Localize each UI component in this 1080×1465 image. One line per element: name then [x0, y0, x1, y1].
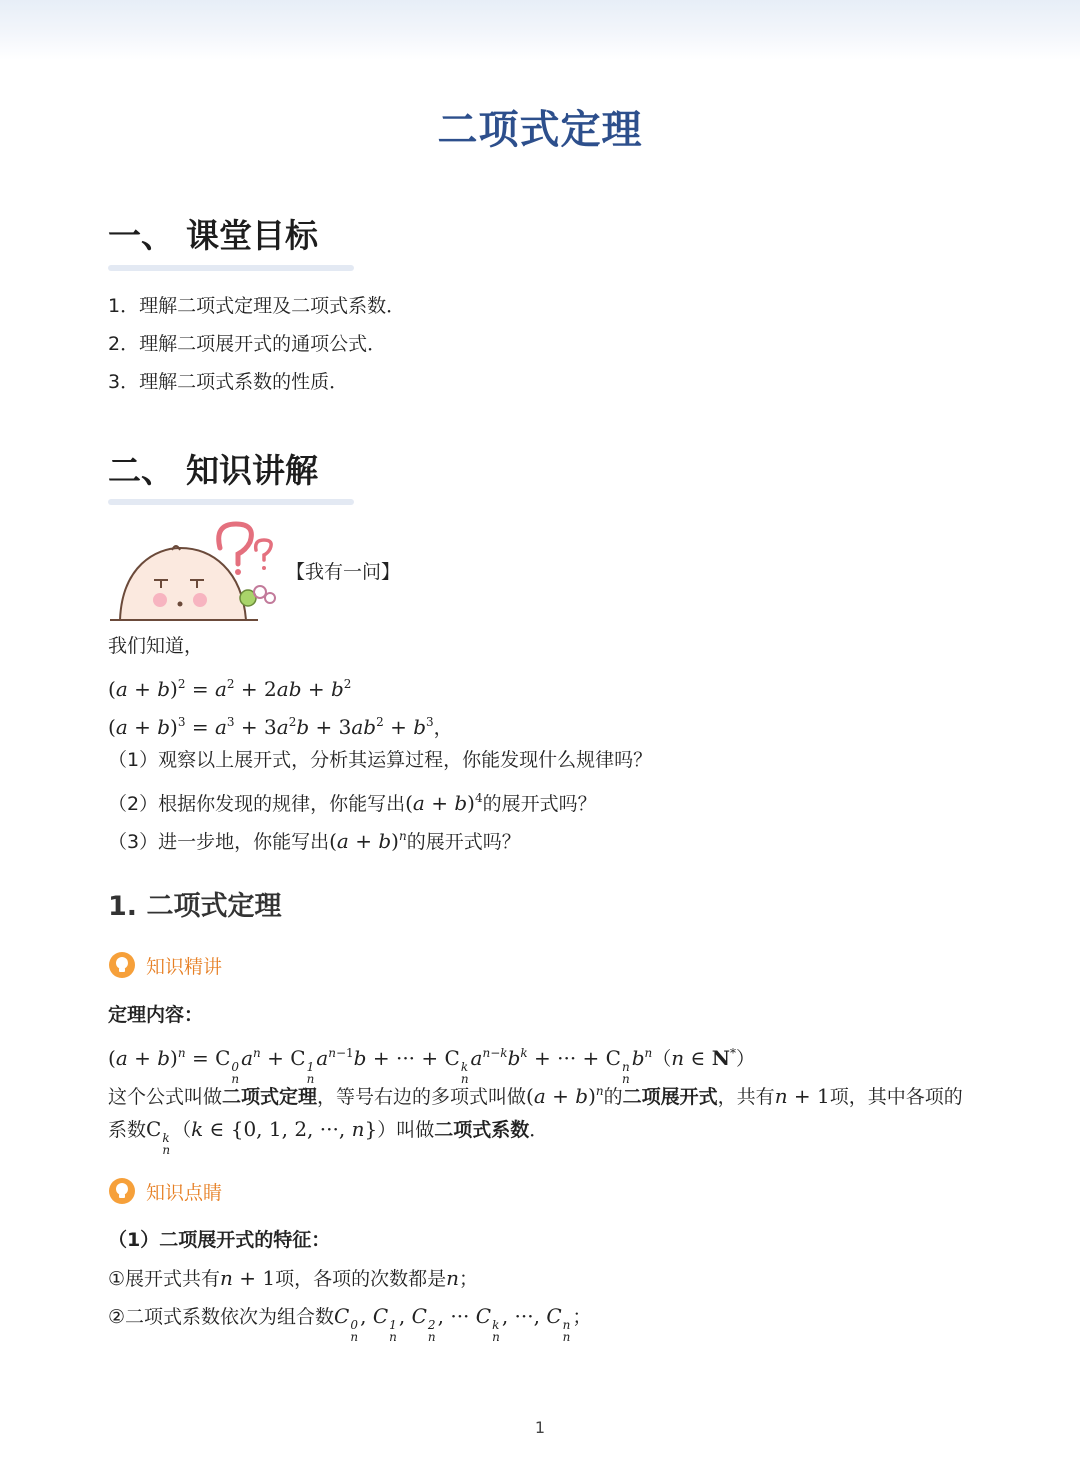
section-heading-goals [108, 210, 318, 257]
theorem-explanation-line1: 这个公式叫做二项式定理，等号右边的多项式叫做$(a + b)^n$的二项展开式，共有n + 1项，其中各项的 [108, 1084, 963, 1108]
theorem-label: 定理内容： [108, 1004, 204, 1026]
question-3: （3）进一步地，你能写出$(a + b)^n$的展开式吗？ [108, 829, 521, 853]
feature-2: ②二项式系数依次为组合数C 0 n , C 1 n , C 2 n , ··· C k n , ···, C n n ； [108, 1304, 592, 1344]
mascot-question-illustration [108, 518, 283, 623]
page-number: 1 [534, 1418, 546, 1437]
section-underline [108, 265, 354, 271]
formula-cube: $(a + b)^3 = a^3 + 3a^2b + 3ab^2 + b^3$， [108, 715, 453, 739]
section-underline [108, 499, 354, 505]
subsection-title: 1. 二项式定理 [108, 891, 282, 922]
tip-label: 知识精讲 [146, 955, 223, 978]
section-title: 课堂目标 [186, 216, 318, 255]
tip-label: 知识点睛 [146, 1181, 223, 1204]
section-heading-knowledge [108, 445, 318, 492]
intro-text: 我们知道， [108, 635, 204, 657]
question-1: （1）观察以上展开式，分析其运算过程，你能发现什么规律吗？ [108, 749, 653, 771]
feature-label: （1）二项展开式的特征： [108, 1229, 331, 1251]
goal-item: 1．理解二项式定理及二项式系数． [108, 295, 406, 317]
section-title: 知识讲解 [186, 451, 318, 490]
section-number: 一、 [108, 216, 174, 255]
feature-1: ①展开式共有n + 1项，各项的次数都是n； [108, 1266, 479, 1290]
binomial-theorem-formula: $(a + b)^n = C$ 0 n $a^n + C$ 1 n $a^{n-1}b$ + ··· + C k n $a^{n-k}b^k$ + ··· + C n n $b^n(n$ ∈ N*） [108, 1046, 755, 1086]
goal-item: 3．理解二项式系数的性质． [108, 371, 349, 393]
page-title: 二项式定理 [437, 107, 643, 153]
lightbulb-icon [108, 951, 136, 979]
lightbulb-icon [108, 1177, 136, 1205]
goal-item: 2．理解二项展开式的通项公式． [108, 333, 387, 355]
formula-square: $(a + b)^2 = a^2 + 2ab + b^2$ [108, 677, 352, 701]
theorem-explanation-line2: 系数C k n （k ∈ {0, 1, 2, ···, n}）叫做二项式系数． [108, 1117, 549, 1157]
tip-knowledge-explain [108, 951, 222, 979]
header-band [0, 0, 1080, 60]
question-label: 【我有一问】 [286, 561, 401, 583]
question-2: （2）根据你发现的规律，你能写出$(a + b)^4$的展开式吗？ [108, 791, 597, 815]
tip-knowledge-highlight [108, 1177, 222, 1205]
section-number: 二、 [108, 451, 174, 490]
